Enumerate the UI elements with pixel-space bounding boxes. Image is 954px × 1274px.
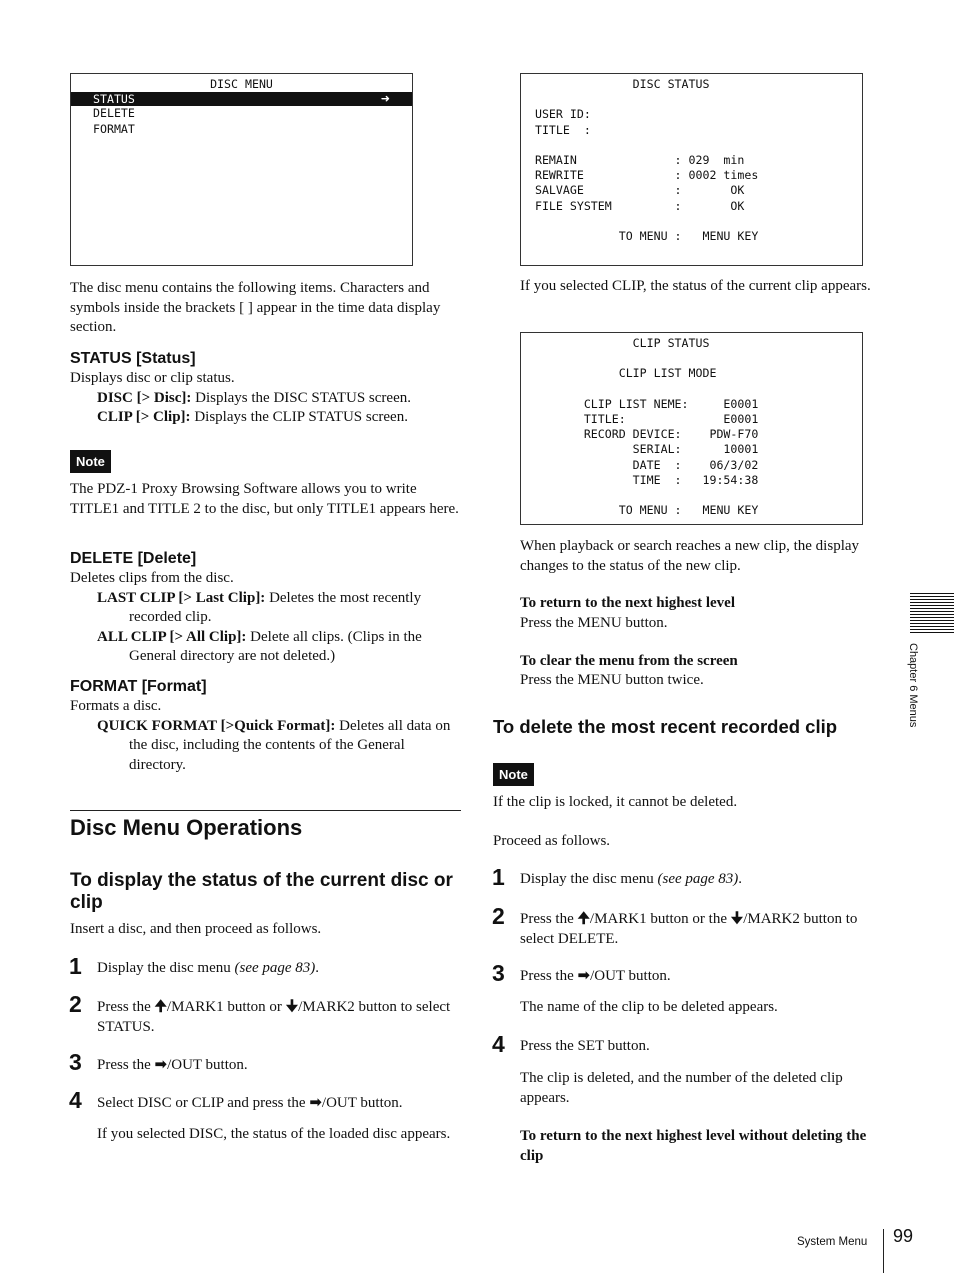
step-text: Display the disc menu (see page 83). — [97, 960, 320, 976]
step-result: The clip is deleted, and the number of the deleted clip appears. — [520, 1070, 843, 1106]
status-description: Displays disc or clip status. DISC [> Disc]: Displays the DISC STATUS screen. CLIP [> Clip]: Displays the CLIP STATUS screen. — [70, 369, 465, 428]
playback-text: When playback or search reaches a new clip, the display changes to the status of the new clip. — [520, 538, 860, 574]
arrow-down-icon: 🠋 — [730, 909, 744, 927]
arrow-right-icon: ➜ — [380, 92, 390, 106]
section-title: Disc Menu Operations — [70, 815, 303, 840]
footer-section: System Menu — [797, 1236, 868, 1248]
step-number: 1 — [69, 953, 82, 979]
final-heading: To return to the next highest level without deleting the clip — [520, 1128, 867, 1164]
arrow-right-icon: ➡ — [309, 1093, 322, 1111]
display-status-intro: Insert a disc, and then proceed as follows. — [70, 921, 322, 937]
proceed-text: Proceed as follows. — [493, 833, 611, 849]
disc-menu-item-status: STATUS ➜ — [71, 92, 412, 106]
clear-heading: To clear the menu from the screen — [520, 653, 738, 669]
step-number: 2 — [69, 991, 82, 1017]
arrow-up-icon: 🠉 — [577, 909, 590, 927]
footer-divider — [883, 1229, 884, 1273]
disc-menu-item-delete: DELETE — [93, 106, 135, 121]
chapter-tab-label: Chapter 6 Menus — [907, 643, 919, 728]
disc-menu-intro: The disc menu contains the following items. Characters and symbols inside the brackets [ ] appear in the time data display section. — [70, 280, 441, 335]
step-text: Press the 🠉/MARK1 button or 🠋/MARK2 button to select STATUS. — [97, 997, 451, 1035]
disc-menu-title: DISC MENU — [210, 77, 273, 91]
display-status-heading: To display the status of the current disc or clip — [70, 870, 453, 913]
disc-status-screen — [520, 73, 863, 266]
step-text: Select DISC or CLIP and press the ➡/OUT button. — [97, 1093, 403, 1111]
arrow-up-icon: 🠉 — [154, 997, 167, 1015]
step-text: Press the ➡/OUT button. — [97, 1055, 248, 1073]
status-disc-item: DISC [> Disc]: Displays the DISC STATUS screen. — [97, 389, 411, 406]
step-text: Press the ➡/OUT button. — [520, 966, 671, 984]
step-result: If you selected DISC, the status of the loaded disc appears. — [97, 1126, 451, 1142]
arrow-right-icon: ➡ — [154, 1055, 168, 1073]
step-number: 4 — [69, 1087, 82, 1113]
step-text: Press the 🠉/MARK1 button or the 🠋/MARK2 button to select DELETE. — [520, 909, 858, 947]
clear-text: Press the MENU button twice. — [520, 672, 704, 688]
status-clip-item: CLIP [> Clip]: Displays the CLIP STATUS screen. — [97, 409, 408, 425]
disc-status-text: DISC STATUS USER ID: TITLE : REMAIN : 029 min REWRITE : 0002 times SALVAGE : OK FILE SYSTEM : OK TO MENU : MENU KEY — [534, 77, 759, 244]
format-quick-item: QUICK FORMAT [>Quick Format]: Deletes all data on the disc, including the contents of the General directory. — [97, 717, 451, 773]
note-text: The PDZ-1 Proxy Browsing Software allows you to write TITLE1 and TITLE 2 to the disc, but only TITLE1 appears here. — [70, 481, 459, 517]
format-description: Formats a disc. QUICK FORMAT [>Quick Format]: Deletes all data on the disc, including the contents of the General directory. — [70, 697, 462, 775]
step-text: Display the disc menu (see page 83). — [520, 871, 743, 887]
arrow-down-icon: 🠋 — [285, 997, 299, 1015]
delete-section-heading: To delete the most recent recorded clip — [493, 716, 838, 737]
step-number: 3 — [492, 960, 505, 986]
status-heading: STATUS [Status] — [70, 350, 196, 367]
step-number: 3 — [69, 1049, 82, 1075]
delete-heading: DELETE [Delete] — [70, 550, 197, 567]
step-number: 1 — [492, 864, 505, 890]
note-badge: Note — [70, 450, 111, 473]
arrow-right-icon: ➡ — [577, 966, 591, 984]
step-text: Press the SET button. — [520, 1038, 650, 1054]
delete-description: Deletes clips from the disc. LAST CLIP [> Last Clip]: Deletes the most recently recorded clip. ALL CLIP [> All Clip]: Delete all clips. (Clips in the General directory are not deleted.) — [70, 569, 462, 667]
delete-all-item: ALL CLIP [> All Clip]: Delete all clips. (Clips in the General directory are not deleted.) — [97, 628, 422, 664]
page-number: 99 — [893, 1226, 914, 1246]
note-badge: Note — [493, 763, 534, 786]
step-number: 2 — [492, 903, 505, 929]
format-heading: FORMAT [Format] — [70, 678, 207, 695]
step-number: 4 — [492, 1031, 505, 1057]
section-divider — [70, 810, 461, 811]
disc-menu-screen — [70, 73, 413, 266]
clip-status-screen — [520, 332, 863, 525]
note-text: If the clip is locked, it cannot be deleted. — [493, 794, 738, 810]
clip-status-intro: If you selected CLIP, the status of the current clip appears. — [520, 278, 871, 294]
step-result: The name of the clip to be deleted appears. — [520, 999, 778, 1015]
chapter-tab-bars — [910, 593, 954, 635]
return-heading: To return to the next highest level — [520, 595, 735, 611]
delete-last-item: LAST CLIP [> Last Clip]: Deletes the most recently recorded clip. — [97, 589, 422, 625]
clip-status-text: CLIP STATUS CLIP LIST MODE CLIP LIST NEME: E0001 TITLE: E0001 RECORD DEVICE: PDW-F70 SERIAL: 10001 DATE : 06/3/02 TIME : 19:54:38 TO MENU : MENU KEY — [583, 336, 759, 518]
disc-menu-item-format: FORMAT — [93, 121, 135, 136]
return-text: Press the MENU button. — [520, 615, 668, 631]
